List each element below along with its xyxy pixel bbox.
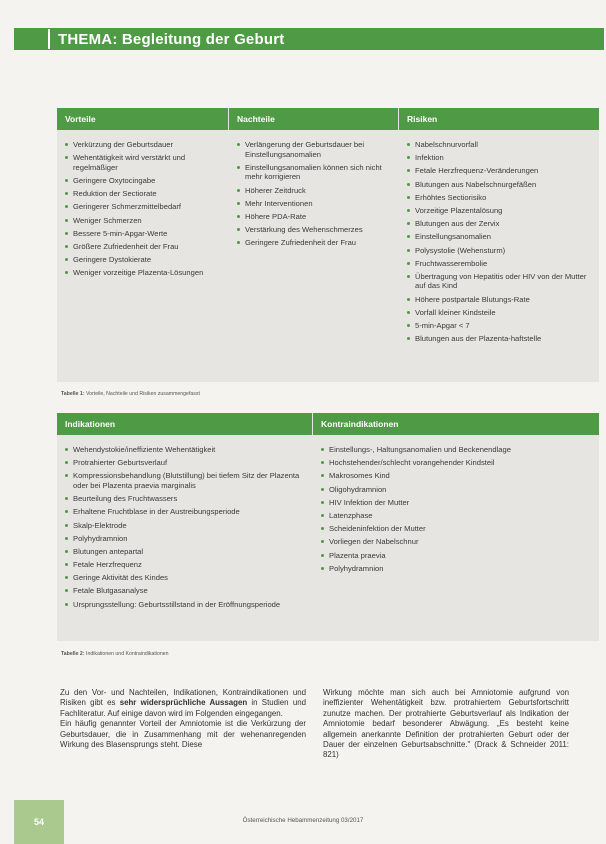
- list-item: Blutungen antepartal: [65, 547, 307, 557]
- list-item: Verkürzung der Geburtsdauer: [65, 140, 223, 150]
- list-item: Plazenta praevia: [321, 551, 593, 561]
- list-item: Weniger Schmerzen: [65, 216, 223, 226]
- table-body: [57, 435, 599, 613]
- paragraph: [60, 688, 306, 719]
- list-item: Wehentätigkeit wird verstärkt und regelmäßiger: [65, 153, 223, 172]
- list-item: Fetale Herzfrequenz: [65, 560, 307, 570]
- list-item: Einstellungs-, Haltungsanomalien und Beckenendlage: [321, 445, 593, 455]
- list-item: Größere Zufriedenheit der Frau: [65, 242, 223, 252]
- table-body: [57, 130, 599, 347]
- list-item: Oligohydramnion: [321, 485, 593, 495]
- list-item: Hochstehender/schlecht vorangehender Kindsteil: [321, 458, 593, 468]
- list-item: Protrahierter Geburtsverlauf: [65, 458, 307, 468]
- list-item: Geringere Dystokierate: [65, 255, 223, 265]
- footer-journal: Österreichische Hebammenzeitung 03/2017: [242, 817, 364, 824]
- list-item: Geringe Aktivität des Kindes: [65, 573, 307, 583]
- body-text-right-column: [323, 688, 569, 761]
- list-item: Vorliegen der Nabelschnur: [321, 537, 593, 547]
- list-item: Polyhydramnion: [321, 564, 593, 574]
- table-header-row: [57, 413, 599, 435]
- list-item: Weniger vorzeitige Plazenta-Lösungen: [65, 268, 223, 278]
- list-item: Fetale Herzfrequenz-Veränderungen: [407, 166, 593, 176]
- text-run: Zu den Vor- und Nachteilen, Indikationen, Kontraindikationen und Risiken gibt es: [60, 688, 306, 708]
- table-caption-2: [61, 651, 169, 657]
- list-item: Verstärkung des Wehenschmerzes: [237, 225, 393, 235]
- list-item: Bessere 5-min-Apgar-Werte: [65, 229, 223, 239]
- paragraph: Wirkung möchte man sich auch bei Amniotomie aufgrund von ineffizienter Wehentätigkeit bzw. protrahiertem Geburtsfortschritt zunutze machen. Der protrahierte Geburtsverlauf als Indikation der Amniotomie bedarf besonderer Abwägung. „Es besteht keine allgemein anerkannte Definition der protrahierten Geburt oder der Dauer der einzelnen Geburtsabschnitte." (Drack & Schneider 2011: 821): [323, 688, 569, 760]
- list-item: Wehendystokie/ineffiziente Wehentätigkeit: [65, 445, 307, 455]
- table-indications-contraindications: [57, 413, 599, 641]
- caption-text: Indikationen und Kontraindikationen: [86, 651, 169, 657]
- list-item: Geringerer Schmerzmittelbedarf: [65, 202, 223, 212]
- list-item: Geringere Zufriedenheit der Frau: [237, 238, 393, 248]
- list-item: Beurteilung des Fruchtwassers: [65, 494, 307, 504]
- list-item: Mehr Interventionen: [237, 199, 393, 209]
- list-item: Geringere Oxytocingabe: [65, 176, 223, 186]
- caption-text: Vorteile, Nachteile und Risiken zusammengefasst: [86, 391, 200, 397]
- list-item: Erhaltene Fruchtblase in der Austreibungsperiode: [65, 507, 307, 517]
- list-item: Einstellungsanomalien können sich nicht mehr korrigieren: [237, 163, 393, 182]
- list-item: Erhöhtes Sectiorisiko: [407, 193, 593, 203]
- column-header-nachteile: Nachteile: [229, 108, 399, 130]
- list-item: Scheideninfektion der Mutter: [321, 524, 593, 534]
- list-item: Höhere PDA-Rate: [237, 212, 393, 222]
- list-item: Polysystolie (Wehensturm): [407, 246, 593, 256]
- list-item: Latenzphase: [321, 511, 593, 521]
- list-item: Blutungen aus der Plazenta-haftstelle: [407, 334, 593, 344]
- list-item: Polyhydramnion: [65, 534, 307, 544]
- list-item: Höhere postpartale Blutungs-Rate: [407, 295, 593, 305]
- header-divider: [48, 29, 50, 49]
- list-item: Einstellungsanomalien: [407, 232, 593, 242]
- list-item: Reduktion der Sectiorate: [65, 189, 223, 199]
- list-item: Blutungen aus Nabelschnurgefäßen: [407, 180, 593, 190]
- paragraph: Ein häufig genannter Vorteil der Amniotomie ist die Verkürzung der Geburtsdauer, die in Zusammenhang mit der wehenanregenden Wirkung des Blasensprungs steht. Diese: [60, 719, 306, 750]
- column-risiken: [399, 140, 599, 347]
- list-item: Fruchtwasserembolie: [407, 259, 593, 269]
- column-header-risiken: Risiken: [407, 114, 438, 124]
- column-vorteile: [57, 140, 229, 347]
- list-item: HIV Infektion der Mutter: [321, 498, 593, 508]
- list-item: Übertragung von Hepatitis oder HIV von der Mutter auf das Kind: [407, 272, 593, 291]
- table-caption-1: [61, 391, 200, 397]
- list-item: Nabelschnurvorfall: [407, 140, 593, 150]
- column-indikationen: [57, 445, 313, 613]
- column-kontraindikationen: [313, 445, 599, 613]
- table-advantages-disadvantages-risks: [57, 108, 599, 382]
- caption-label: Tabelle 1:: [61, 391, 85, 397]
- list-item: Vorfall kleiner Kindsteile: [407, 308, 593, 318]
- list-item: Vorzeitige Plazentalösung: [407, 206, 593, 216]
- column-header-indikationen: Indikationen: [57, 413, 313, 435]
- body-text-left-column: [60, 688, 306, 750]
- list-item: Höherer Zeitdruck: [237, 186, 393, 196]
- list-item: Blutungen aus der Zervix: [407, 219, 593, 229]
- list-item: Makrosomes Kind: [321, 471, 593, 481]
- list-item: 5-min-Apgar < 7: [407, 321, 593, 331]
- section-header: [14, 28, 604, 50]
- caption-label: Tabelle 2:: [61, 651, 85, 657]
- column-header-kontraindikationen: Kontraindikationen: [321, 419, 399, 429]
- table-header-row: [57, 108, 599, 130]
- page-title: THEMA: Begleitung der Geburt: [58, 30, 285, 48]
- list-item: Verlängerung der Geburtsdauer bei Einstellungsanomalien: [237, 140, 393, 159]
- emphasis-text: sehr widersprüchliche Aussagen: [119, 698, 248, 708]
- list-item: Skalp-Elektrode: [65, 521, 307, 531]
- list-item: Infektion: [407, 153, 593, 163]
- list-item: Fetale Blutgasanalyse: [65, 586, 307, 596]
- list-item: Kompressionsbehandlung (Blutstillung) bei tiefem Sitz der Plazenta oder bei Plazenta praevia marginalis: [65, 471, 307, 490]
- column-nachteile: [229, 140, 399, 347]
- list-item: Ursprungsstellung: Geburtsstillstand in der Eröffnungsperiode: [65, 600, 307, 610]
- text-run: in Studien und Fachliteratur. Auf einige davon wird im Folgenden eingegangen.: [60, 698, 306, 718]
- column-header-vorteile: Vorteile: [57, 108, 229, 130]
- page-number: 54: [14, 800, 64, 844]
